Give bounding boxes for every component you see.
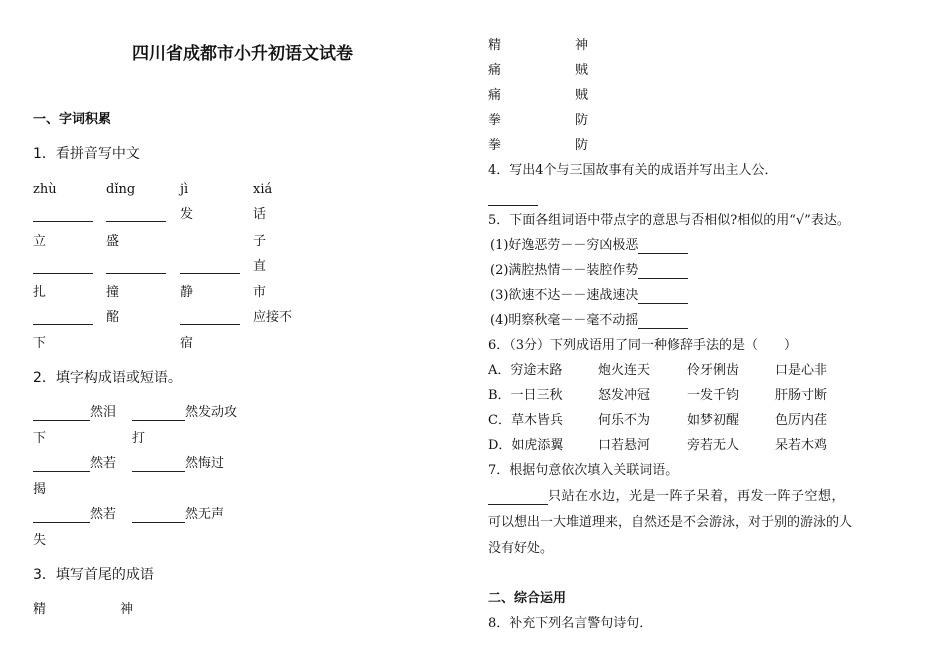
char: 神 [575, 38, 589, 53]
option: C．草木皆兵 [488, 413, 563, 428]
list-item [490, 313, 688, 329]
page-title: 四川省成都市小升初语文试卷 [132, 44, 353, 64]
blank[interactable] [106, 206, 166, 222]
char: 下 [33, 431, 47, 446]
char: 发 [180, 207, 194, 222]
question-7-label: 7．根据句意依次填入关联词语。 [488, 463, 679, 478]
list-item [490, 263, 688, 279]
question-1-label: 1．看拼音写中文 [33, 146, 140, 162]
blank[interactable] [33, 258, 93, 274]
char: 痛 [488, 88, 502, 103]
paragraph-line: 可以想出一大堆道理来，自然还是不会游泳，对于别的游泳的人 [488, 515, 853, 530]
fill-item[interactable] [33, 405, 116, 421]
section-heading-1: 一、字词积累 [33, 112, 112, 127]
item-text: (1)好逸恶劳－－穷凶极恶 [490, 238, 639, 253]
char: 揭 [33, 482, 47, 497]
option: 色厉内荏 [775, 413, 828, 428]
line-text: 只站在水边，光是一阵子呆着，再发一阵子空想， [548, 489, 846, 504]
item-text: (2)满腔热情－－装腔作势 [490, 263, 639, 278]
char: 失 [33, 533, 47, 548]
option: 如梦初醒 [687, 413, 740, 428]
char: 子 [253, 234, 267, 249]
option: 呆若木鸡 [775, 438, 828, 453]
char: 盛 [106, 234, 120, 249]
question-2-label: 2．填字构成语或短语。 [33, 370, 182, 386]
question-8-label: 8．补充下列名言警句诗句． [488, 616, 653, 631]
char: 拳 [488, 113, 502, 128]
blank[interactable] [106, 258, 166, 274]
list-item [490, 288, 688, 304]
question-5-label: 5．下面各组词语中带点字的意思与否相似?相似的用“√”表达。 [488, 213, 850, 228]
option: 口是心非 [775, 363, 828, 378]
option: 肝肠寸断 [775, 388, 828, 403]
list-item [490, 238, 688, 254]
option: A．穷途末路 [488, 363, 563, 378]
pinyin-2: dǐng [106, 182, 136, 197]
option: 口若悬河 [598, 438, 651, 453]
char: 防 [575, 138, 589, 153]
item-text: (3)欲速不达－－速战速决 [490, 288, 639, 303]
question-3-label: 3．填写首尾的成语 [33, 567, 154, 583]
char: 贼 [575, 63, 589, 78]
char: 酩 [106, 310, 120, 325]
char: 撞 [106, 285, 120, 300]
option: 一发千钧 [687, 388, 740, 403]
fill-text: 然悔过 [185, 456, 225, 471]
section-heading-2: 二、综合运用 [488, 591, 567, 606]
option: 怒发冲冠 [598, 388, 651, 403]
question-4-label: 4．写出4个与三国故事有关的成语并写出主人公． [488, 163, 778, 178]
char: 精 [33, 602, 47, 617]
fill-text: 然泪 [90, 405, 117, 420]
fill-text: 然发动攻 [185, 405, 238, 420]
question-6-label: 6．（3分）下列成语用了同一种修辞手法的是（ ） [488, 338, 798, 353]
char: 打 [132, 431, 146, 446]
option: 炮火连天 [598, 363, 651, 378]
char: 直 [253, 259, 267, 274]
option: 何乐不为 [598, 413, 651, 428]
fill-text: 然若 [90, 456, 117, 471]
char: 市 [253, 285, 267, 300]
fill-item[interactable] [132, 405, 237, 421]
char: 贼 [575, 88, 589, 103]
pinyin-1: zhù [33, 182, 57, 197]
char: 痛 [488, 63, 502, 78]
fill-item[interactable] [33, 456, 116, 472]
char: 静 [180, 285, 194, 300]
blank[interactable] [180, 309, 240, 325]
char: 下 [33, 336, 47, 351]
char: 立 [33, 234, 47, 249]
char: 话 [253, 207, 267, 222]
blank[interactable] [33, 309, 93, 325]
item-text: (4)明察秋毫－－毫不动摇 [490, 313, 639, 328]
blank[interactable] [33, 206, 93, 222]
fill-item[interactable] [132, 456, 224, 472]
fill-text: 然若 [90, 507, 117, 522]
option: D．如虎添翼 [488, 438, 564, 453]
char: 神 [120, 602, 134, 617]
char: 宿 [180, 336, 194, 351]
paragraph-line[interactable] [488, 489, 845, 505]
char: 精 [488, 38, 502, 53]
fill-item[interactable] [132, 507, 224, 523]
char: 拳 [488, 138, 502, 153]
option: 伶牙俐齿 [687, 363, 740, 378]
char: 防 [575, 113, 589, 128]
fill-item[interactable] [33, 507, 116, 523]
char: 扎 [33, 285, 47, 300]
option: 旁若无人 [687, 438, 740, 453]
char: 应接不 [253, 310, 293, 325]
pinyin-3: jì [180, 182, 189, 197]
blank[interactable] [180, 258, 240, 274]
paragraph-line: 没有好处。 [488, 541, 554, 556]
fill-text: 然无声 [185, 507, 225, 522]
pinyin-4: xiá [253, 182, 273, 197]
blank[interactable] [488, 190, 538, 206]
option: B．一日三秋 [488, 388, 563, 403]
